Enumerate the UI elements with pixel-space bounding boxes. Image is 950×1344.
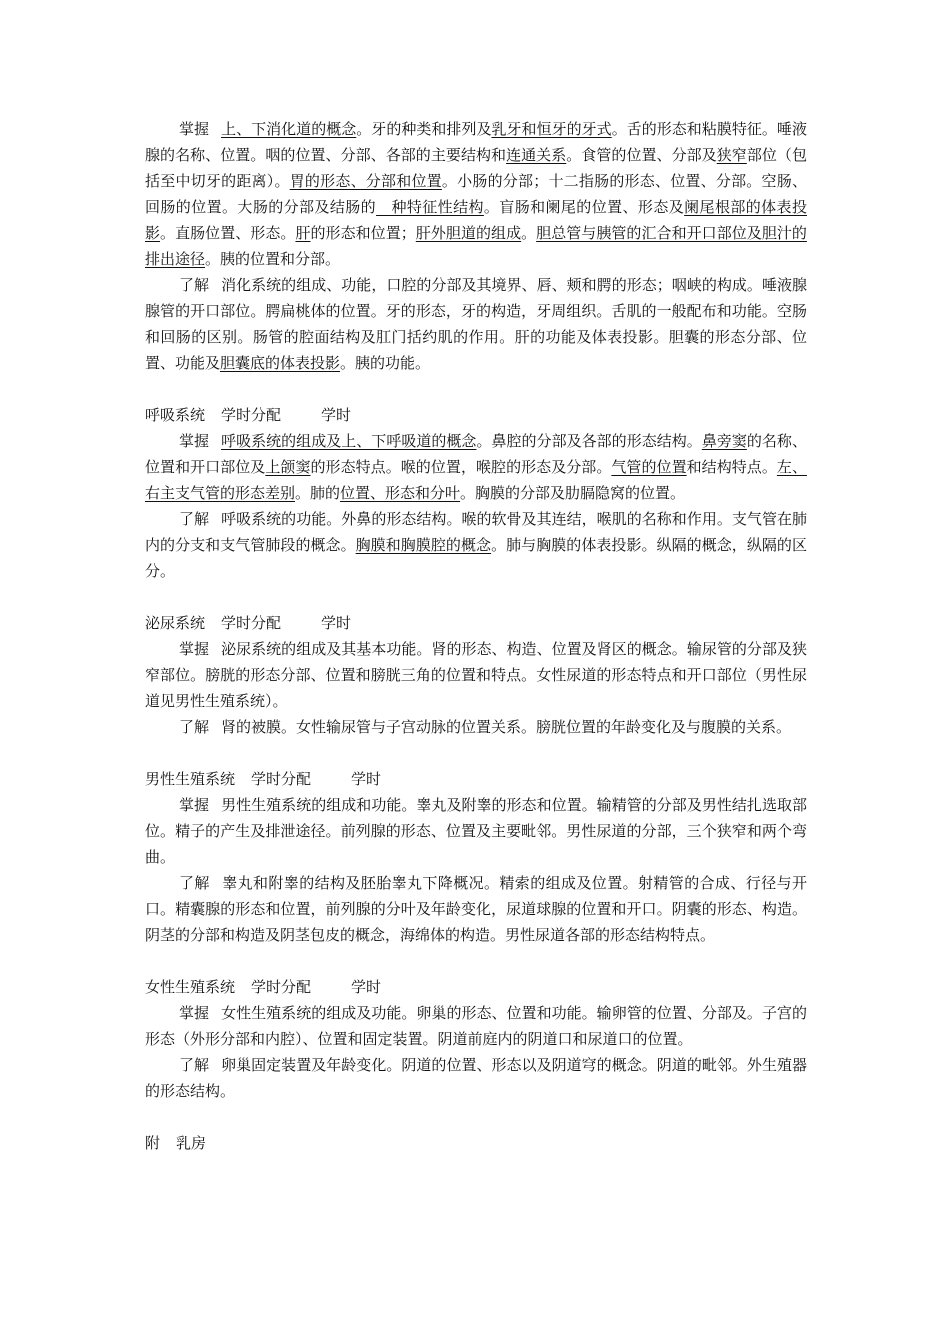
know-label: 了解 (179, 276, 210, 294)
text-run: 部位（包括至中切牙的距离）。 (145, 146, 807, 190)
female-know-paragraph (145, 1052, 807, 1104)
text-run: 消化系统的组成、功能，口腔的分部及其境界、唇、颊和腭的形态；咽峡的构成。唾液腺腺管的开口部位。腭扁桃体的位置。牙的形态，牙的构造，牙周组织。舌肌的一般配布和功能。空肠和回肠的区别。肠管的腔面结构及肛门括约肌的作用。肝的功能及体表投影。胆囊的形态分部、位置、功能及 (145, 276, 807, 372)
hours-allocation-label: 学时分配 (221, 406, 282, 424)
master-label: 掌握 (179, 796, 210, 814)
respiratory-know-paragraph (145, 506, 807, 584)
underlined-text-run: 乳牙和恒牙的牙式 (491, 120, 612, 138)
respiratory-master-text (145, 432, 807, 502)
text-run: 。直肠位置、形态。 (160, 224, 296, 242)
document-body (145, 116, 807, 1156)
respiratory-master-paragraph (145, 428, 807, 506)
text-run: 。鼻腔的分部及各部的形态结构。 (476, 432, 702, 450)
text-run: 。盲肠和阑尾的位置、形态及 (483, 198, 685, 216)
master-label: 掌握 (179, 120, 210, 138)
hours-allocation-label: 学时分配 (221, 614, 282, 632)
urinary-know-text: 肾的被膜。女性输尿管与子宫动脉的位置关系。膀胱位置的年龄变化及与腹膜的关系。 (221, 718, 792, 736)
hours-label: 学时 (321, 614, 352, 632)
know-label: 了解 (179, 718, 210, 736)
know-label: 了解 (179, 1056, 210, 1074)
text-run: 。胰的功能。 (340, 354, 431, 372)
text-run: 。 (521, 224, 537, 242)
section-title: 泌尿系统 (145, 614, 206, 632)
digestive-master-text (145, 120, 807, 268)
digestive-know-text (145, 276, 807, 372)
male-master-paragraph (145, 792, 807, 870)
digestive-know-paragraph (145, 272, 807, 376)
master-label: 掌握 (179, 1004, 210, 1022)
underlined-text-run: 胆囊底的体表投影 (220, 354, 341, 372)
appendix-title: 乳房 (176, 1134, 207, 1152)
text-run: 。牙的种类和排列及 (356, 120, 492, 138)
master-label: 掌握 (179, 640, 210, 658)
underlined-text-run: 胸膜和胸膜腔的概念 (355, 536, 492, 554)
underlined-text-run: 上、下消化道的概念 (221, 120, 357, 138)
respiratory-know-text (145, 510, 807, 580)
text-run: 的名称、位置和开口部位及 (145, 432, 807, 476)
male-master-text: 男性生殖系统的组成和功能。睾丸及附睾的形态和位置。输精管的分部及男性结扎选取部位。精子的产生及排泄途径。前列腺的形态、位置及主要毗邻。男性尿道的分部，三个狭窄和两个弯曲。 (145, 796, 807, 866)
underlined-text-run: 胆总管与胰管的汇合和开口部位及胆汁的排出途径 (145, 224, 807, 268)
know-label: 了解 (179, 510, 210, 528)
male-know-paragraph (145, 870, 807, 948)
master-label: 掌握 (179, 432, 210, 450)
male-know-text: 睾丸和附睾的结构及胚胎睾丸下降概况。精索的组成及位置。射精管的合成、行径与开口。精囊腺的形态和位置，前列腺的分叶及年龄变化，尿道球腺的位置和开口。阴囊的形态、构造。阴茎的分部和构造及阴茎包皮的概念，海绵体的构造。男性尿道各部的形态结构特点。 (145, 874, 807, 944)
hours-label: 学时 (321, 406, 352, 424)
underlined-text-run: 种特征性结构 (376, 198, 484, 216)
text-run: 和结构特点。 (686, 458, 777, 476)
hours-label: 学时 (351, 978, 382, 996)
underlined-text-run: 位置、形态和分叶 (340, 484, 461, 502)
text-run: 。胰的位置和分部。 (205, 250, 341, 268)
underlined-text-run: 左、右主支气管的形态差别 (145, 458, 807, 502)
underlined-text-run: 连通关系 (506, 146, 567, 164)
urinary-heading (145, 610, 807, 636)
underlined-text-run: 鼻旁窦 (701, 432, 747, 450)
urinary-master-paragraph (145, 636, 807, 714)
male-heading (145, 766, 807, 792)
section-title: 男性生殖系统 (145, 770, 236, 788)
text-run: 。肺的 (295, 484, 341, 502)
text-run: 的形态和位置； (310, 224, 416, 242)
hours-label: 学时 (351, 770, 382, 788)
underlined-text-run: 狭窄 (716, 146, 747, 164)
appendix-prefix: 附 (145, 1134, 161, 1152)
section-title: 呼吸系统 (145, 406, 206, 424)
female-master-paragraph (145, 1000, 807, 1052)
urinary-master-text: 泌尿系统的组成及其基本功能。肾的形态、构造、位置及肾区的概念。输尿管的分部及狭窄部位。膀胱的形态分部、位置和膀胱三角的位置和特点。女性尿道的形态特点和开口部位（男性尿道见男性生殖系统）。 (145, 640, 807, 710)
hours-allocation-label: 学时分配 (251, 978, 312, 996)
female-know-text: 卵巢固定装置及年龄变化。阴道的位置、形态以及阴道穹的概念。阴道的毗邻。外生殖器的形态结构。 (145, 1056, 807, 1100)
underlined-text-run: 肝 (295, 224, 311, 242)
urinary-know-paragraph (145, 714, 807, 740)
underlined-text-run: 上颌窦 (265, 458, 311, 476)
text-run: 。肺与胸膜的体表投影。纵隔的概念，纵隔的区分。 (145, 536, 807, 580)
text-run: 。食管的位置、分部及 (566, 146, 717, 164)
female-master-text: 女性生殖系统的组成及功能。卵巢的形态、位置和功能。输卵管的位置、分部及。子宫的形态（外形分部和内腔）、位置和固定装置。阴道前庭内的阴道口和尿道口的位置。 (145, 1004, 807, 1048)
digestive-master-paragraph (145, 116, 807, 272)
text-run: 。胸膜的分部及肋膈隐窝的位置。 (460, 484, 686, 502)
underlined-text-run: 胃的形态、分部和位置 (289, 172, 442, 190)
underlined-text-run: 呼吸系统的组成及上、下呼吸道的概念 (221, 432, 477, 450)
text-run: 的形态特点。喉的位置，喉腔的形态及分部。 (310, 458, 612, 476)
respiratory-heading (145, 402, 807, 428)
appendix-heading (145, 1130, 807, 1156)
text-run: 。小肠的分部；十二指肠的形态、位置、分部。空肠、回肠的位置。大肠的分部及结肠的 (145, 172, 807, 216)
know-label: 了解 (179, 874, 210, 892)
hours-allocation-label: 学时分配 (251, 770, 312, 788)
underlined-text-run: 气管的位置 (611, 458, 687, 476)
text-run: 。舌的形态和粘膜特征。唾液腺的名称、位置。咽的位置、分部、各部的主要结构和 (145, 120, 807, 164)
underlined-text-run: 阑尾根部的体表投影 (145, 198, 807, 242)
female-heading (145, 974, 807, 1000)
section-title: 女性生殖系统 (145, 978, 236, 996)
text-run: 呼吸系统的功能。外鼻的形态结构。喉的软骨及其连结，喉肌的名称和作用。支气管在肺内的分支和支气管肺段的概念。 (145, 510, 807, 554)
underlined-text-run: 肝外胆道的组成 (415, 224, 522, 242)
